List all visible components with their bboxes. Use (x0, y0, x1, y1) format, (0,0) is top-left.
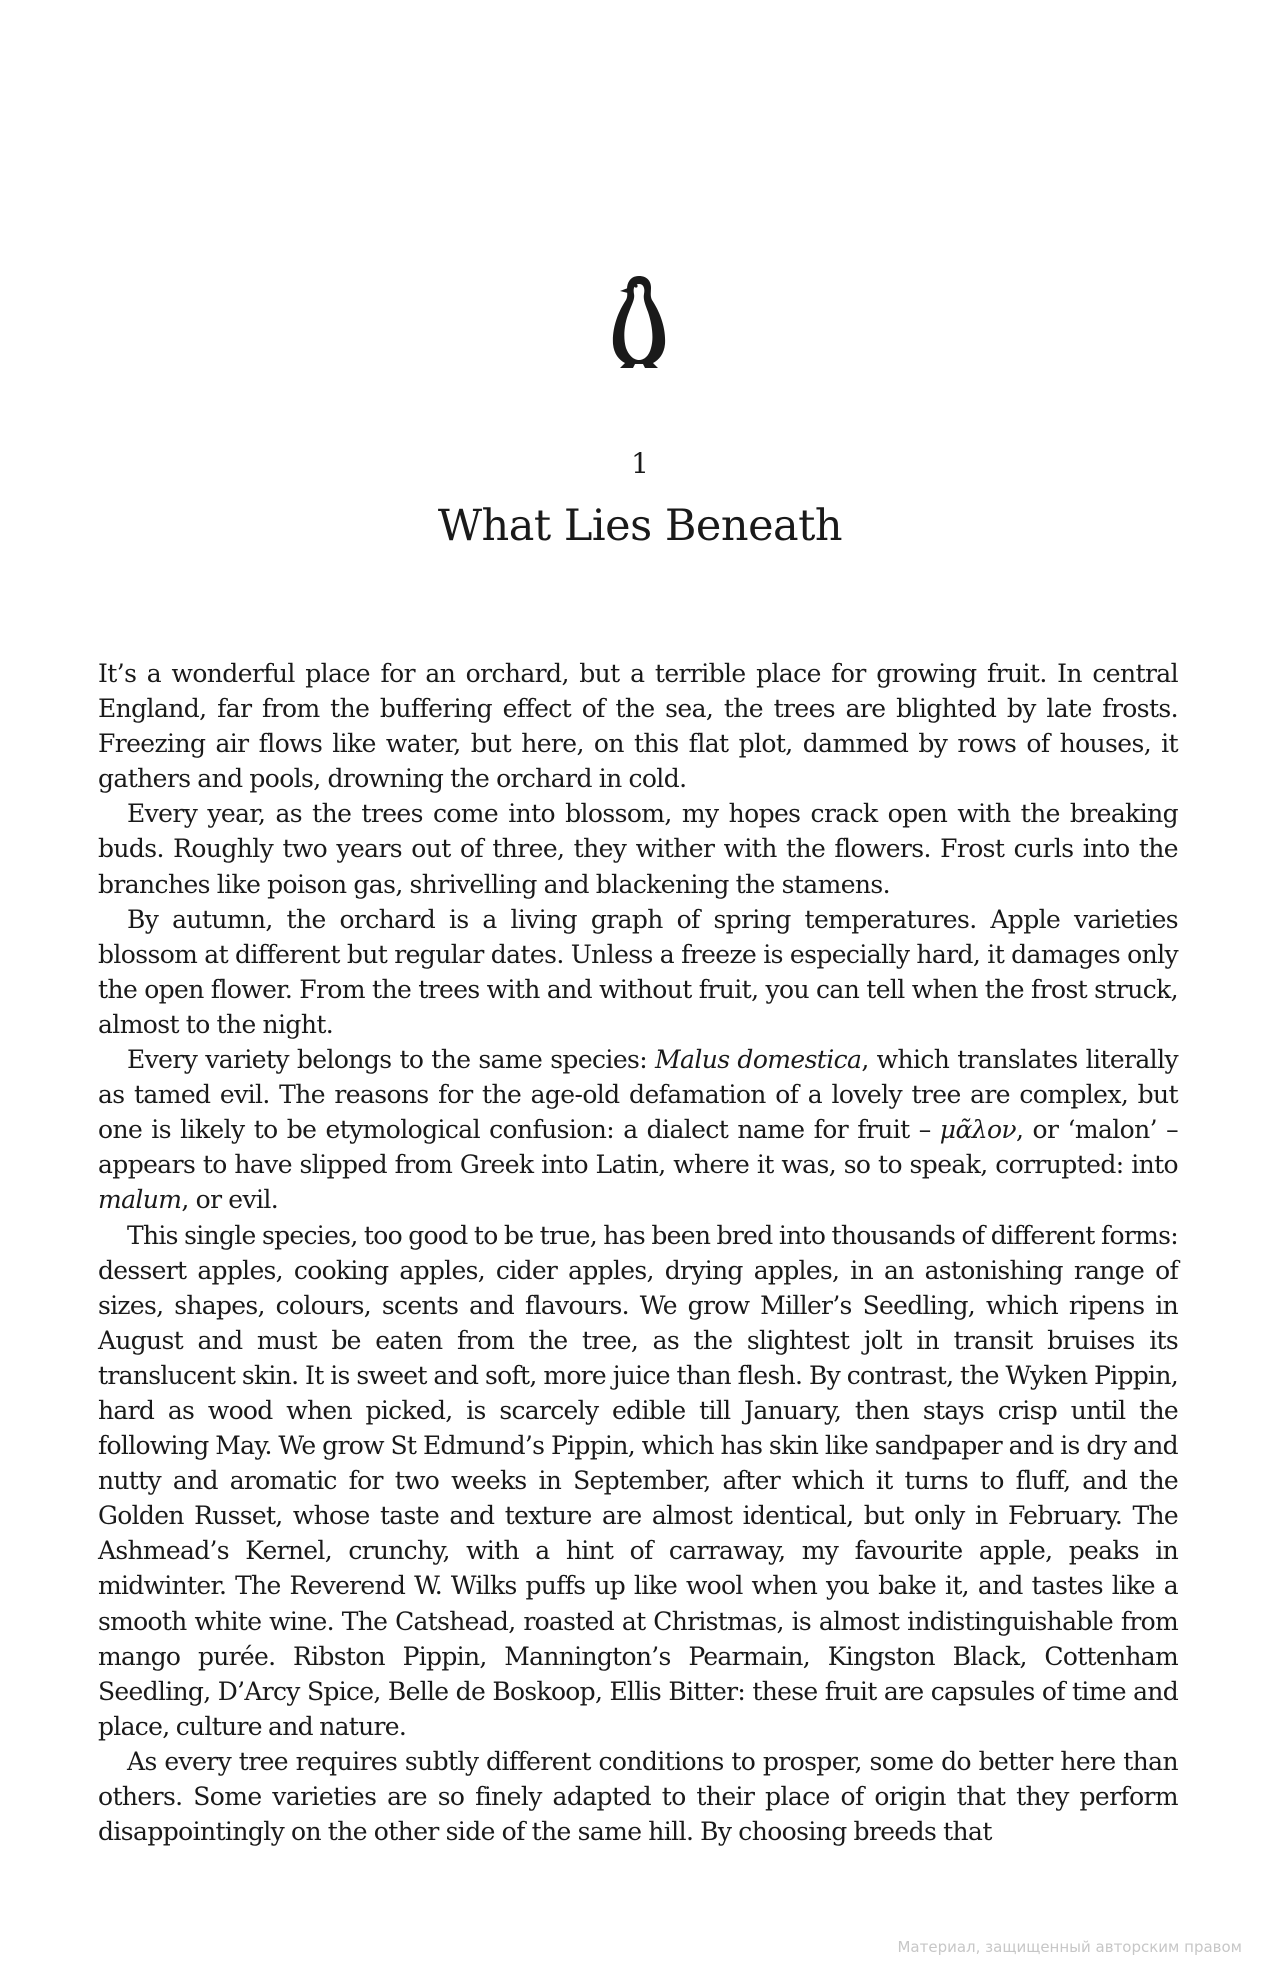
paragraph: This single species, too good to be true, has been bred into thousands of different forms: dessert apples, cooking apples, cider apples, drying apples, in an astonishing range of sizes, shapes, colours, scents and flavours. We grow Miller’s Seedling, which ripens in August and must be eaten from the tree, as the slightest jolt in transit bruises its translucent skin. It is sweet and soft, more juice than flesh. By contrast, the Wyken Pippin, hard as wood when picked, is scarcely edible till January, then stays crisp until the following May. We grow St Edmund’s Pippin, which has skin like sandpaper and is dry and nutty and aromatic for two weeks in September, after which it turns to fluff, and the Golden Russet, whose taste and texture are almost identical, but only in February. The Ashmead’s Kernel, crunchy, with a hint of carraway, my favourite apple, peaks in midwinter. The Reverend W. Wilks puffs up like wool when you bake it, and tastes like a smooth white wine. The Catshead, roasted at Christmas, is almost indistinguishable from mango purée. Ribston Pippin, Mannington’s Pearmain, Kingston Black, Cottenham Seedling, D’Arcy Spice, Belle de Boskoop, Ellis Bitter: these fruit are capsules of time and place, culture and nature. (98, 1220, 1178, 1741)
penguin-icon (606, 272, 672, 372)
paragraph-text: , which translates literally as tamed evil. The reasons for the age-old defamation of a lovely tree are complex, but one is likely to be etymological confusion: a dialect name for fruit – (98, 1045, 1178, 1145)
paragraph: By autumn, the orchard is a living graph of spring temperatures. Apple varieties blossom at different but regular dates. Unless a freeze is especially hard, it damages only the open flower. From the trees with and without fruit, you can tell when the frost struck, almost to the night. (98, 904, 1178, 1039)
paragraph: As every tree requires subtly different conditions to prosper, some do better here than others. Some varieties are so finely adapted to their place of origin that they perform disappointingly on the other side of the same hill. By choosing breeds that (98, 1746, 1178, 1847)
copyright-watermark: Материал, защищенный авторским правом (897, 1938, 1242, 1956)
paragraph: It’s a wonderful place for an orchard, but a terrible place for growing fruit. In central England, far from the buffering effect of the sea, the trees are blighted by late frosts. Freezing air flows like water, but here, on this flat plot, dammed by rows of houses, it gathers and pools, drowning the orchard in cold. (98, 659, 1178, 794)
body-text (98, 656, 1178, 1849)
italic-term: malum (98, 1185, 182, 1215)
greek-word: μᾶλον (939, 1115, 1017, 1145)
paragraph-text: , or ‘malon’ – appears to have slipped from Greek into Latin, where it was, so to speak, corrupted: into (98, 1115, 1179, 1180)
paragraph-text: , or evil. (181, 1185, 279, 1215)
paragraph: Every year, as the trees come into blossom, my hopes crack open with the breaking buds. Roughly two years out of three, they wither with the flowers. Frost curls into the branches like poison gas, shrivelling and blackening the stamens. (98, 799, 1178, 899)
chapter-title: What Lies Beneath (437, 501, 843, 551)
italic-term: Malus domestica (655, 1045, 862, 1075)
chapter-number: 1 (631, 447, 649, 480)
paragraph-text: Every variety belongs to the same species: (127, 1045, 656, 1075)
paragraph (98, 1042, 1178, 1217)
